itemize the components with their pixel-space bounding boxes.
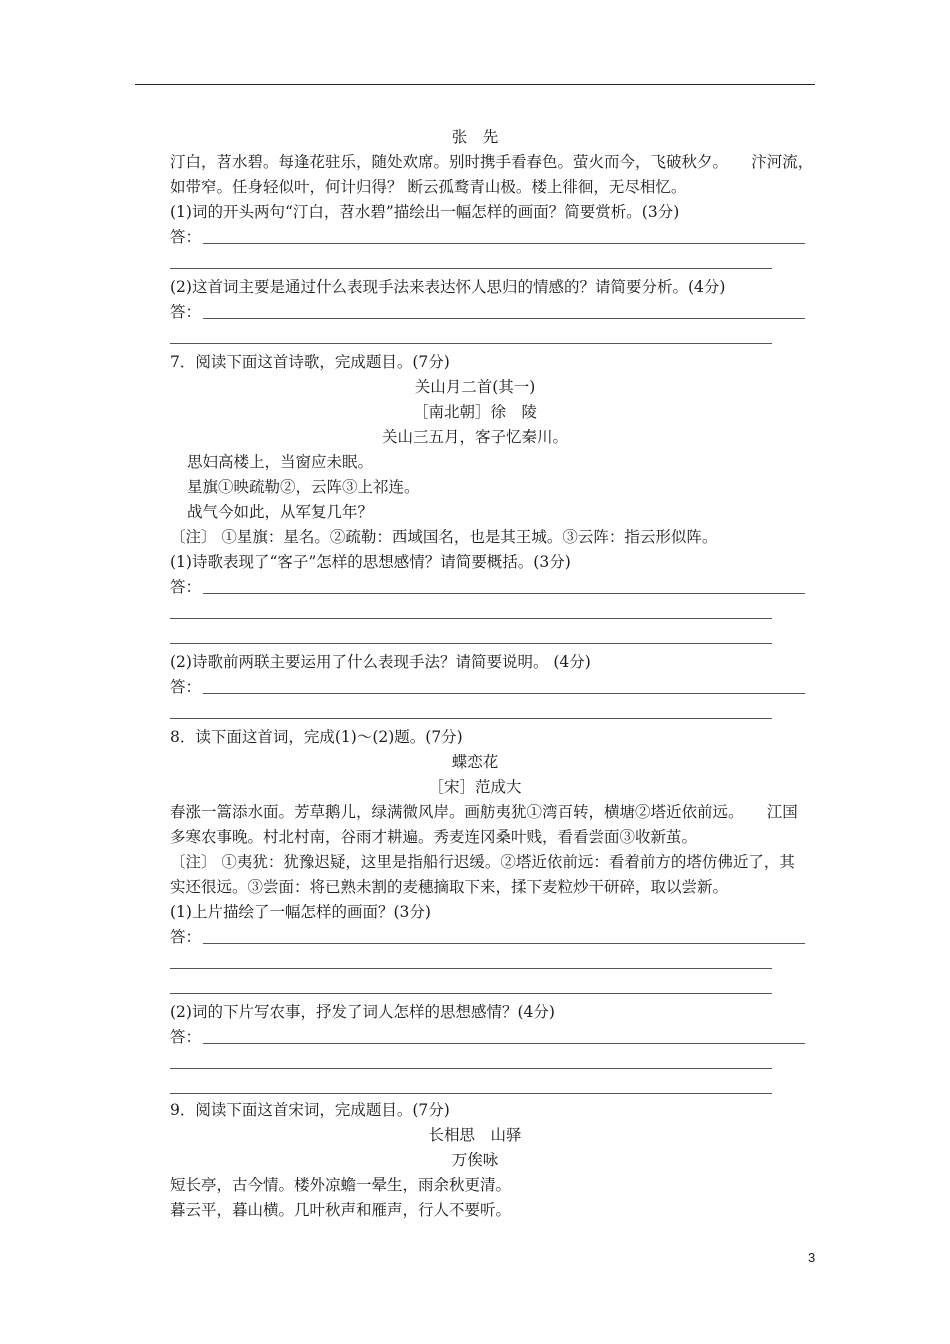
page-number: 3 bbox=[808, 1250, 816, 1265]
poem8-note: 〔注〕 ①夷犹：犹豫迟疑，这里是指船行迟缓。②塔近依前远：看着前方的塔仿佛近了，其 bbox=[170, 853, 795, 871]
poem9-line: 暮云平，暮山横。几叶秋声和雁声，行人不要听。 bbox=[170, 1201, 512, 1219]
answer-line[interactable] bbox=[170, 268, 772, 269]
answer-line[interactable] bbox=[170, 718, 772, 719]
question-9-heading: 9．阅读下面这首宋词，完成题目。(7分) bbox=[170, 1101, 450, 1119]
header-rule bbox=[135, 84, 815, 85]
answer-line[interactable] bbox=[170, 993, 772, 994]
answer-line[interactable] bbox=[203, 943, 805, 944]
poem7-author: ［南北朝］徐 陵 bbox=[412, 403, 537, 421]
answer-line[interactable] bbox=[203, 693, 805, 694]
answer-line[interactable] bbox=[170, 643, 772, 644]
question-8-1: (1)上片描绘了一幅怎样的画面？(3分) bbox=[170, 903, 431, 921]
poem6-author: 张 先 bbox=[451, 128, 499, 146]
question-7-2: (2)诗歌前两联主要运用了什么表现手法？请简要说明。 (4分) bbox=[170, 653, 591, 671]
poem7-line: 星旗①映疏勒②，云阵③上祁连。 bbox=[187, 478, 420, 496]
answer-line[interactable] bbox=[170, 1068, 772, 1069]
poem7-title: 关山月二首(其一) bbox=[414, 378, 536, 396]
question-6-2: (2)这首词主要是通过什么表现手法来表达怀人思归的情感的？请简要分析。(4分) bbox=[170, 278, 726, 296]
poem6-text-line: 汀白，苕水碧。每逢花驻乐，随处欢席。别时携手看春色。萤火而今，飞破秋夕。 汴河流， bbox=[170, 153, 814, 171]
poem8-title: 蝶恋花 bbox=[451, 753, 499, 771]
poem6-text-line: 如带窄。任身轻似叶，何计归得？ 断云孤鹜青山极。楼上徘徊，无尽相忆。 bbox=[170, 178, 687, 196]
question-6-1: (1)词的开头两句“汀白，苕水碧”描绘出一幅怎样的画面？简要赏析。(3分) bbox=[170, 203, 680, 221]
answer-line[interactable] bbox=[170, 1093, 772, 1094]
answer-label: 答： bbox=[170, 678, 202, 696]
poem8-text-line: 多寒农事晚。村北村南，谷雨才耕遍。秀麦连冈桑叶贱，看看尝面③收新茧。 bbox=[170, 828, 698, 846]
answer-line[interactable] bbox=[203, 593, 805, 594]
answer-label: 答： bbox=[170, 1028, 202, 1046]
poem8-note: 实还很远。③尝面：将已熟未割的麦穗摘取下来，揉下麦粒炒干研碎，取以尝新。 bbox=[170, 878, 729, 896]
answer-line[interactable] bbox=[170, 968, 772, 969]
answer-label: 答： bbox=[170, 228, 202, 246]
poem8-text-line: 春涨一篙添水面。芳草鹅儿，绿满微风岸。画舫夷犹①湾百转，横塘②塔近依前远。 江国 bbox=[170, 803, 798, 821]
poem7-note: 〔注〕 ①星旗：星名。②疏勒：西域国名，也是其王城。③云阵：指云形似阵。 bbox=[170, 528, 718, 546]
answer-label: 答： bbox=[170, 303, 202, 321]
poem9-line: 短长亭，古今情。楼外凉蟾一晕生，雨余秋更清。 bbox=[170, 1176, 512, 1194]
poem8-author: ［宋］范成大 bbox=[428, 778, 522, 796]
question-8-heading: 8．读下面这首词，完成(1)～(2)题。(7分) bbox=[170, 728, 463, 746]
answer-line[interactable] bbox=[203, 1043, 805, 1044]
question-8-2: (2)词的下片写农事，抒发了词人怎样的思想感情？(4分) bbox=[170, 1003, 555, 1021]
poem7-line: 战气今如此，从军复几年？ bbox=[187, 503, 374, 521]
poem9-author: 万俟咏 bbox=[451, 1151, 499, 1169]
answer-line[interactable] bbox=[170, 618, 772, 619]
poem7-line: 关山三五月，客子忆秦川。 bbox=[381, 428, 568, 446]
poem9-title: 长相思 山驿 bbox=[428, 1126, 522, 1144]
question-7-heading: 7．阅读下面这首诗歌，完成题目。(7分) bbox=[170, 353, 450, 371]
answer-label: 答： bbox=[170, 578, 202, 596]
poem7-line: 思妇高楼上，当窗应未眠。 bbox=[187, 453, 374, 471]
answer-line[interactable] bbox=[203, 243, 805, 244]
answer-line[interactable] bbox=[170, 343, 772, 344]
answer-label: 答： bbox=[170, 928, 202, 946]
question-7-1: (1)诗歌表现了“客子”怎样的思想感情？请简要概括。(3分) bbox=[170, 553, 571, 571]
answer-line[interactable] bbox=[203, 318, 805, 319]
